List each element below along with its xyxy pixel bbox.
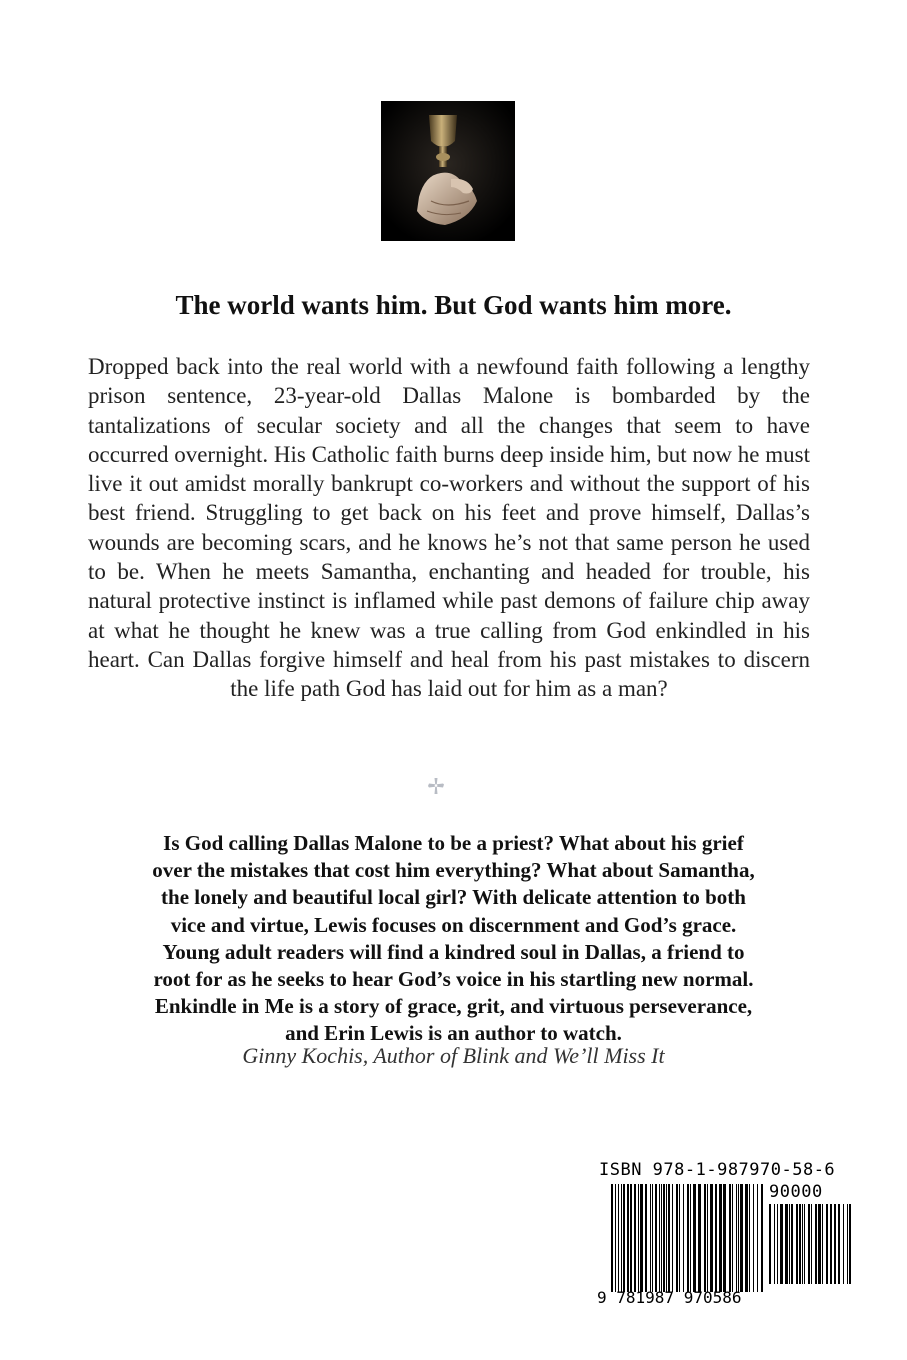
barcode-bar [715,1184,717,1292]
barcode-bar [753,1184,754,1292]
barcode-bar [634,1184,636,1292]
barcode-bar [627,1184,629,1292]
barcode-bar [683,1184,684,1292]
barcode-bar [815,1204,817,1284]
review-line: over the mistakes that cost him everything? What about Samantha, [152,858,755,883]
barcode-bar [659,1184,660,1292]
barcode-bar [822,1204,823,1284]
barcode-bar [785,1204,788,1284]
barcode-bar [796,1204,798,1284]
barcode-bar [732,1184,733,1292]
barcode-bar [640,1184,643,1292]
review-line: and Erin Lewis is an author to watch. [285,1021,622,1046]
book-blurb: Dropped back into the real world with a newfound faith following a lengthy prison sentence, 23-year-old Dallas Malone is bombarded by the tantalizations of secular society and all the changes that seem to have occurred overnight. His Catholic faith burns deep inside him, but now he must live it out amidst morally bankrupt co-workers and without the support of his best friend. Struggling to get back on his feet and prove himself, Dallas’s wounds are becoming scars, and he knows he’s not that same person he used to be. When he meets Samantha, enchanting and headed for trouble, his natural protective instinct is inflamed while past demons of failure chip away at what he thought he knew was a true calling from God enkindled in his heart. Can Dallas forgive himself and heal from his past mistakes to discern the life path God has laid out for him as a man? [88,354,810,702]
barcode-bar [740,1184,743,1292]
barcode-bar [780,1204,783,1284]
barcode-bar [830,1204,832,1284]
barcode-bar [738,1184,739,1292]
ean-digits: 9 781987 970586 [597,1288,742,1307]
barcode-bar [623,1184,625,1292]
barcode-bar [690,1184,691,1292]
barcode-bar [668,1184,670,1292]
barcode-bar [615,1184,616,1292]
barcode-bar [679,1184,680,1292]
barcode-bar [663,1184,665,1292]
barcode-bar [834,1204,836,1284]
barcode-bar [838,1204,840,1284]
barcode-bar [693,1184,696,1292]
review-line: Is God calling Dallas Malone to be a priest? What about his grief [163,831,744,855]
barcode-bar [650,1184,651,1292]
barcode-bar [729,1184,731,1292]
barcode-bar [666,1184,667,1292]
barcode-bar [761,1184,763,1292]
barcode-bar [661,1184,662,1292]
review-line: the lonely and beautiful local girl? With delicate attention to both [161,885,746,910]
barcode-bar [611,1184,613,1292]
barcode-bar [707,1184,708,1292]
barcode-bar [676,1184,678,1292]
barcode-bar [791,1204,793,1284]
barcode-bar [618,1184,619,1292]
barcode-bars [611,1184,763,1292]
price-code: 90000 [769,1182,823,1202]
barcode-bar [789,1204,790,1284]
cross-ornament-icon [426,776,446,796]
barcode-bar [769,1204,771,1284]
barcode-bar [745,1184,748,1292]
review-line: Young adult readers will find a kindred soul in Dallas, a friend to [162,939,745,964]
barcode-bar [687,1184,689,1292]
barcode-bar [638,1184,639,1292]
barcode-bar [847,1204,848,1284]
barcode-bar [645,1184,647,1292]
isbn-text: ISBN 978-1-987970-58-6 [599,1160,836,1180]
barcode-bar [843,1204,844,1284]
barcode-bar [698,1184,701,1292]
price-barcode-bars [769,1204,853,1284]
barcode-bar [652,1184,653,1292]
barcode-bar [777,1204,778,1284]
review-line: vice and virtue, Lewis focuses on discernment and God’s grace. [170,912,737,937]
barcode-bar [704,1184,706,1292]
barcode-bar [672,1184,673,1292]
isbn-barcode [597,1160,857,1312]
barcode-bar [808,1204,810,1284]
review-attribution: Ginny Kochis, Author of Blink and We’ll Miss It [242,1043,665,1068]
barcode-bar [811,1204,812,1284]
barcode-bar [723,1184,726,1292]
barcode-bar [719,1184,722,1292]
barcode-bar [621,1184,622,1292]
barcode-bar [826,1204,828,1284]
barcode-bar [749,1184,750,1292]
tagline: The world wants him. But God wants him more. [175,290,732,320]
barcode-bar [804,1204,805,1284]
barcode-bar [849,1204,851,1284]
review-quote [80,830,827,1048]
barcode-bar [757,1184,758,1292]
barcode-bar [774,1204,775,1284]
barcode-bar [802,1204,803,1284]
barcode-bar [736,1184,737,1292]
barcode-bar [630,1184,632,1292]
barcode-bar [655,1184,657,1292]
chalice-photo [381,101,515,241]
barcode-bar [818,1204,821,1284]
barcode-bar [710,1184,713,1292]
review-line: root for as he seeks to hear God’s voice in his startling new normal. [153,967,754,992]
review-line: Enkindle in Me is a story of grace, grit, and virtuous perseverance, [154,994,753,1019]
barcode-bar [799,1204,801,1284]
